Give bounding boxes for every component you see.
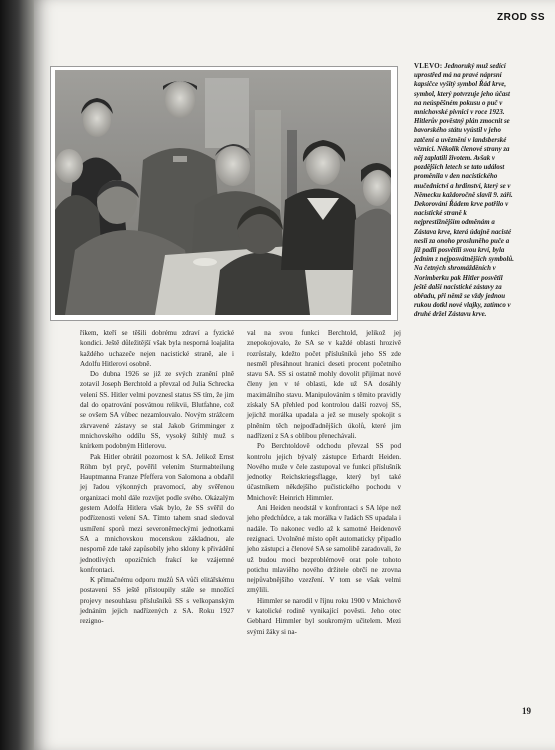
paragraph: K přímačnému odporu mužů SA vůči elitářskému postavení SS ještě přistoupily stále se množící projevy nesouhlasu příslušníků SS s velkopanským jednáním jejich nadřízených z SA. Roku 1927 rezigno-: [80, 576, 234, 626]
caption-text: Jednoruký muž sedící uprostřed má na pravé náprsní kapsičce vyšitý symbol Řád krve, symbol, který potvrzuje jeho účast na neúspěšném pokusu o puč v mnichovské pivnici v roce 1923. Hitlerův pověstný plán zmocnit se bavorského státu vyústil v jeho zatčení a uvěznění v landsberské věznici. Několik členové strany za něj zaplatili životem. Avšak v pozdějších letech se tato událost proměnila v den nacistického mučednictví a hrdinství, který se v Německu každoročně slavil 9. září. Dekorování Řádem krve potřilo v nacistické straně k nejprestižnějším odměnám a Zástava krve, která údajně nacisté nesli za onoho prosluněho puče a již padli posvětili svou krví, byla jedním z nejposvátnějších symbolů. Na četných shromážděních v Norimberku pak Hitler posvětil ještě další nacistické zástavy za obřadu, při němž se vždy jednou rukou dotkl nové vlajky, zatímco v druhé držel Zástavu krve.: [414, 63, 514, 319]
text-column-left: [80, 328, 234, 627]
paragraph: Ani Heiden neodstál v konfrontaci s SA lépe než jeho předchůdce, a tak morálka v řadách SS upadala i nadále. To nakonec vedlo až k samotné Heidenově rezignaci. Uvolněné místo opět automaticky připadlo jeho zástupci a členové SA se samolibě zaradovali, že už budou moci bezproblémově orat pole tohoto potichu mlaviěho nového držitele obrčí ne zrovna nejpůvabnějšího vzezření. V tom se však velmi zmýlili.: [247, 504, 401, 595]
page-number: 19: [522, 706, 531, 716]
photo-caption: [414, 62, 514, 320]
book-page: [34, 0, 555, 750]
photo-illustration: [55, 70, 391, 315]
paragraph: Do dubna 1926 se již ze svých zranění plně zotavil Joseph Berchtold a převzal od Julia Schrecka velení SS. Hitler velmi povznesl status SS tím, že jim dal do opatrování posvátnou relikvii, Blutfahne, což se ovšem SA vůbec nezamlouvalo. Novým strážcem zkrvavené zástavy se stal Jakob Grimminger z mnichovského oddílu SS, vysoký štíhlý muž s knírkem podobným Hitlerovu.: [80, 370, 234, 451]
section-title: ZROD SS: [497, 12, 545, 23]
text-column-right: [247, 328, 401, 637]
photo-frame: [50, 66, 398, 321]
paragraph: val na svou funkci Berchtold, jelikož jej znepokojovalo, že SA se v každé oblasti hrozivě rozrůstaly, kdežto počet příslušníků jeho SS zde nesměl přesáhnout hranici deseti procent početního stavu SA. SS si ostatně mohly dovolit přijímat nové členy jen v té oblasti, kde už SA dosáhly maximálního stavu. Manipulováním s těmito pravidly získaly SA přehled pod kontrolou další rozvoj SS, jejichž morálka upadala a jež se musely spokojit s plněním těch nejpodřadnějších úkolů, které jim nadřízení z SA s oblibou přenechávali.: [247, 329, 401, 440]
paragraph: Po Berchtoldově odchodu převzal SS pod kontrolu jejich bývalý zástupce Erhardt Heiden. Nového muže v čele zastupoval ve funkci příslušník jednotky Reichskriegsflagge, který byl také účastníkem někdejšího pučistického pochodu v Mnichově: Heinrich Himmler.: [247, 442, 401, 502]
paragraph: Pak Hitler obrátil pozornost k SA. Jelikož Ernst Röhm byl pryč, pověřil velením Sturmabteilung Hauptmanna Franze Pfeffera von Salomona a obdařil jej řadou výkonných pravomocí, aby svěřenou organizaci mohl dále rozvíjet podle svého. Okázalým gestem Adolfa Hitlera však bylo, že SS svěřil do podřízenosti velení SA. Tímto tahem snad sledoval usmíření sporů mezi severoněmeckými jednotkami SA a mnichovskou mocenskou základnou, ale nesporně zde také zapůsobily jeho sklony k přivádění jednotlivých opozičních frakcí ke vzájemné konfrontaci.: [80, 452, 234, 574]
paragraph: říkem, kteří se těšili dobrému zdraví a fyzické kondici. Ještě důležitější však byla nesporná loajalita každého uchazeče nejen nacistické straně, ale i Adolfu Hitlerovi osobně.: [80, 329, 234, 368]
historical-photo: [55, 70, 391, 315]
paragraph: Himmler se narodil v říjnu roku 1900 v Mnichově v katolické rodině vynikající pověsti. Jeho otec Gebhard Himmler byl soukromým učitelem. Mezi svými žáky si na-: [247, 596, 401, 636]
caption-lead: VLEVO:: [414, 63, 443, 70]
